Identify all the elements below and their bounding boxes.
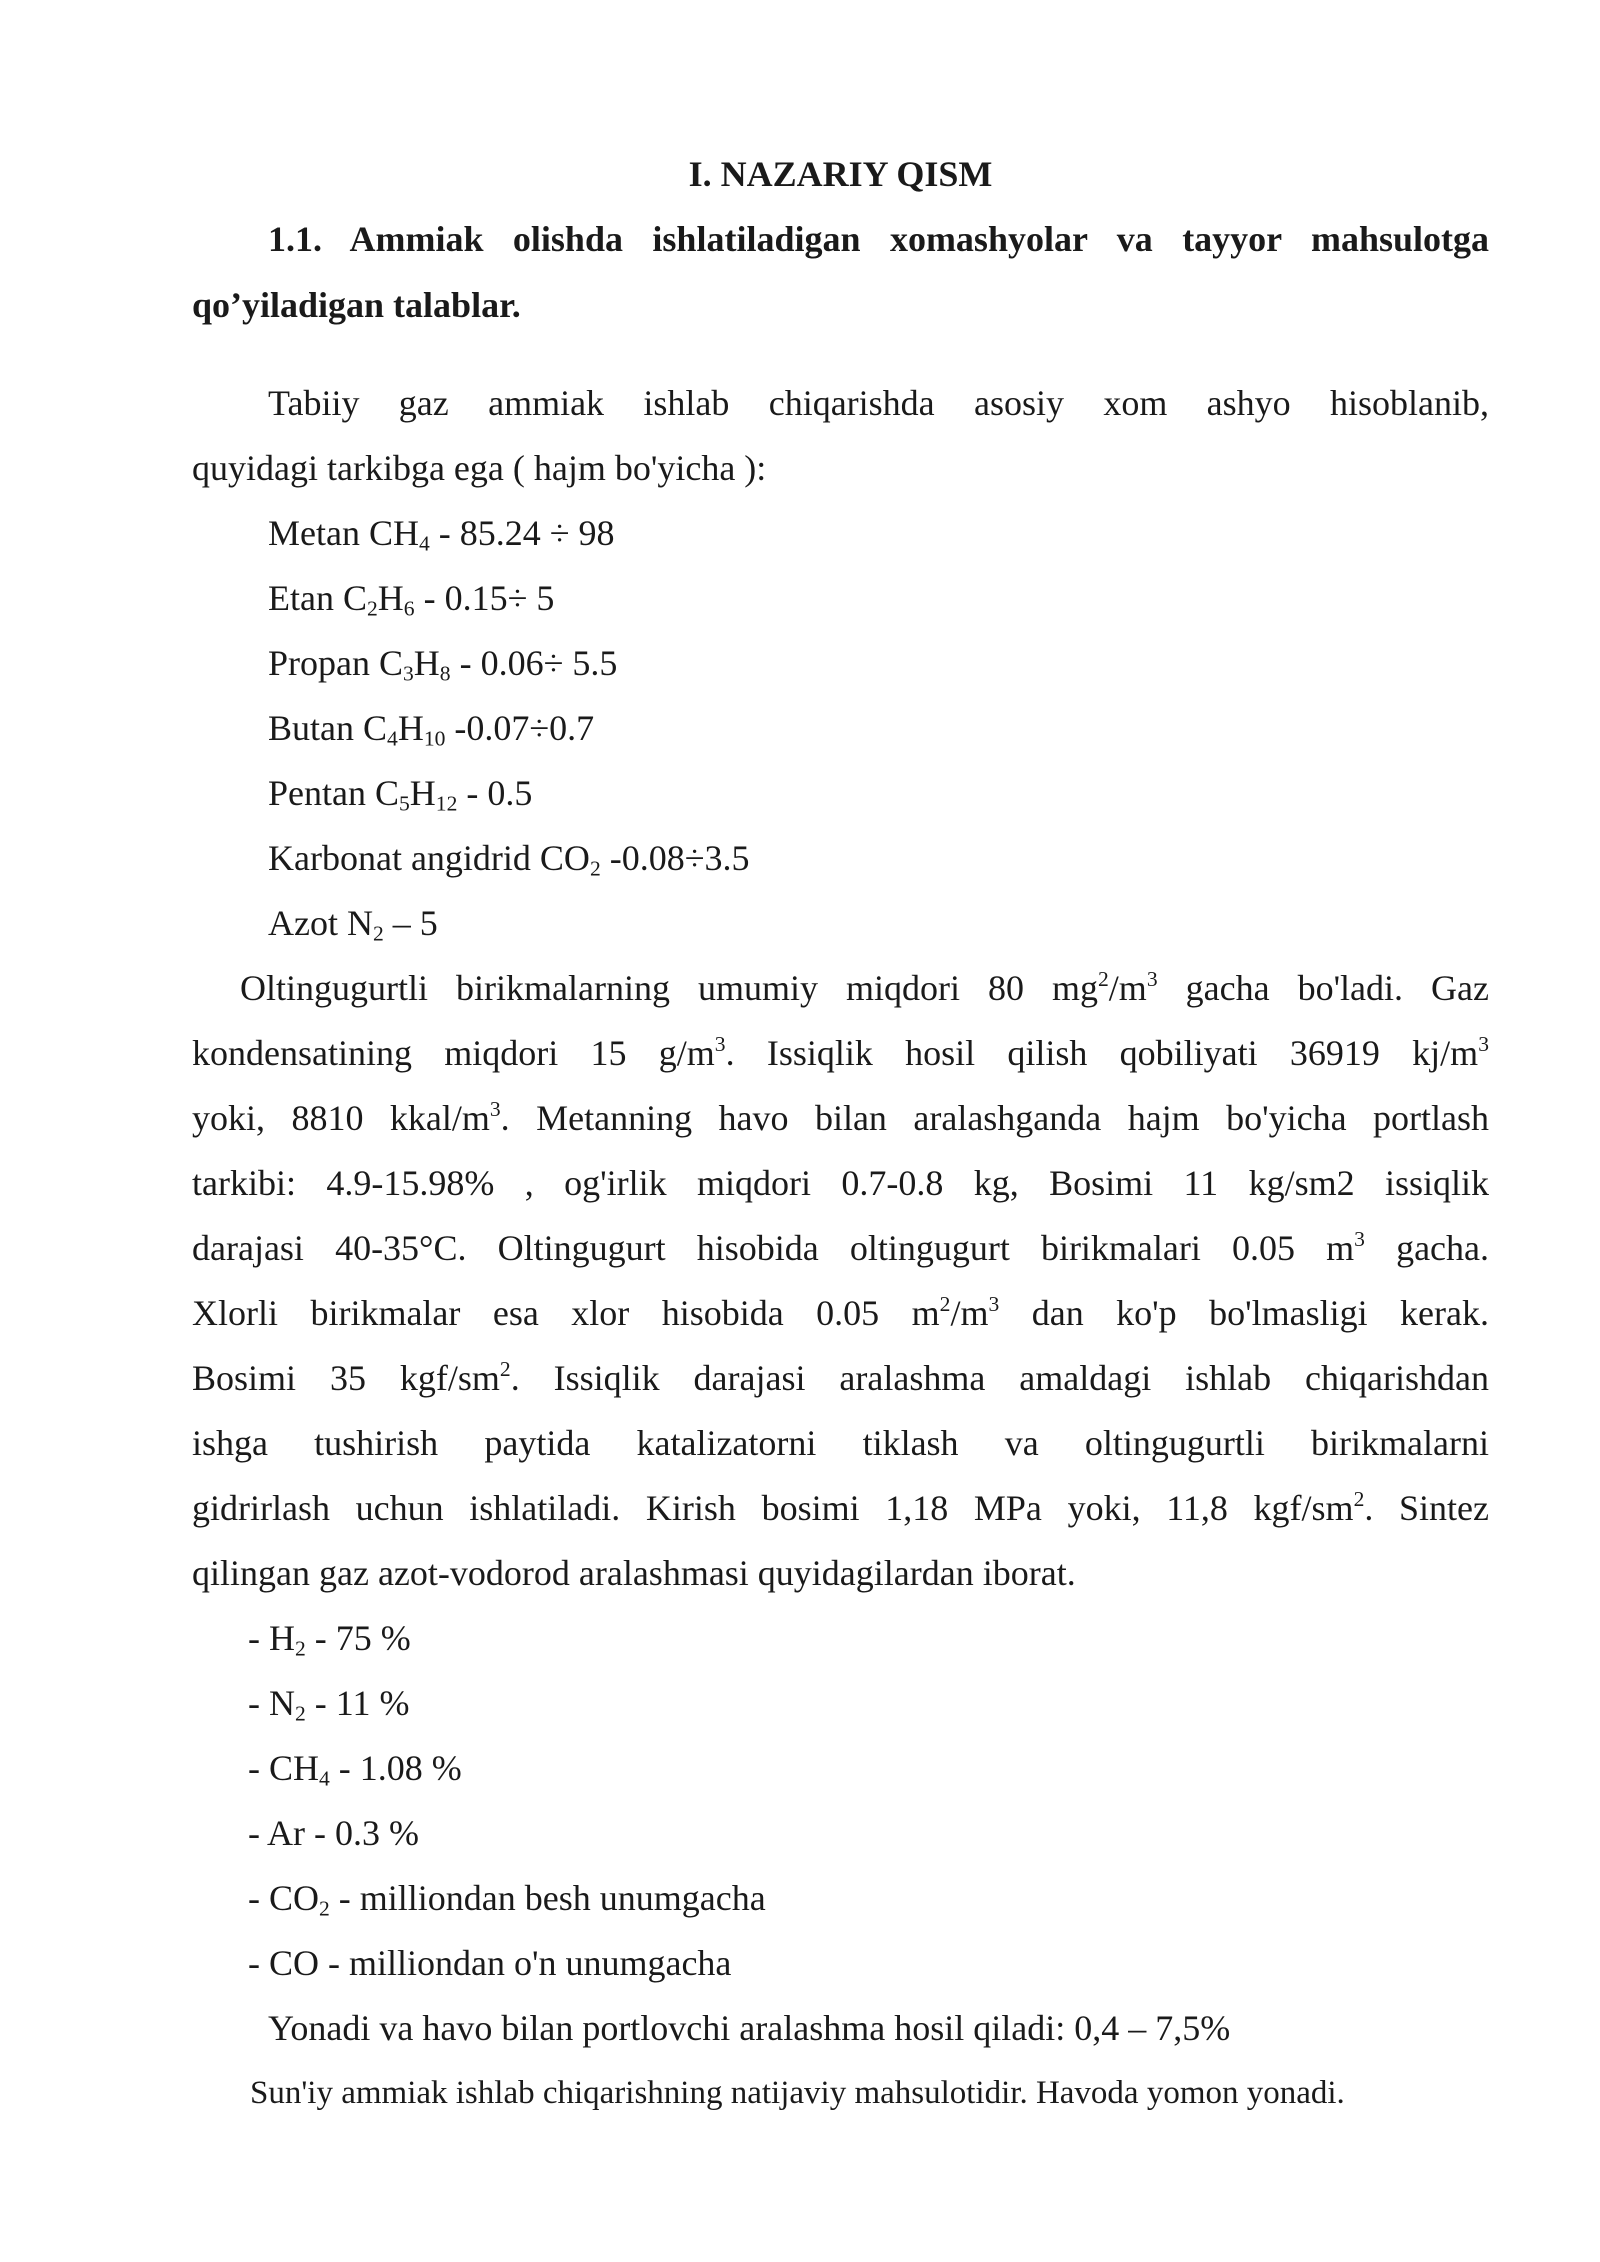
mixture-item-n2: - $N_2 - 11$ % (248, 1683, 410, 1726)
component-etan: Etan $C_2H_6 - 0.15\div 5$ (268, 578, 555, 621)
mixture-item-ar: - Ar - 0.3 % (248, 1813, 419, 1853)
component-karbonat-angidrid: Karbonat angidrid $CO_2$ -0.08÷3.5 (268, 838, 750, 881)
mixture-item-co: - CO - milliondan o'n unumgacha (248, 1943, 732, 1983)
component-butan: Butan $C_4H_{10}$ -0.07÷0.7 (268, 708, 595, 751)
subsection-title-line2: qo’yiladigan talablar. (192, 285, 521, 325)
subsection-title-line1: 1.1. Ammiak olishda ishlatiladigan xomashyolar va tayyor mahsulotga (268, 219, 1489, 259)
paragraph-line8: ishga tushirish paytida katalizatorni tiklash va oltingugurtli birikmalarni (192, 1423, 1489, 1463)
paragraph-line6: Xlorli birikmalar esa xlor hisobida 0.05 $m^2/m^3$ dan ko'p bo'lmasligi kerak. (192, 1291, 1489, 1333)
component-metan: Metan $CH_4 - 85.24 \div 98$ (268, 513, 615, 556)
mixture-item-ch4: - $CH_4 - 1.08$ % (248, 1748, 462, 1791)
paragraph-line3: yoki, 8810 kkal/$m^3$. Metanning havo bilan aralashganda hajm bo'yicha portlash (192, 1096, 1489, 1138)
intro-line2: quyidagi tarkibga ega ( hajm bo'yicha ): (192, 448, 767, 488)
paragraph-line4: tarkibi: 4.9-15.98% , og'irlik miqdori 0.7-0.8 kg, Bosimi 11 kg/sm2 issiqlik (192, 1163, 1489, 1203)
mixture-item-co2: - $CO_2$ - milliondan besh unumgacha (248, 1878, 766, 1921)
section-title: I. NAZARIY QISM (688, 154, 993, 194)
component-propan: Propan $C_3H_8 - 0.06\div 5.5$ (268, 643, 618, 686)
component-azot: Azot $N_2 - 5$ (268, 903, 438, 946)
paragraph-line7: Bosimi 35 kgf/$sm^2$. Issiqlik darajasi aralashma amaldagi ishlab chiqarishdan (192, 1356, 1489, 1398)
mixture-item-h2: - $H_2 - 75$ % (248, 1618, 411, 1661)
intro-line1: Tabiiy gaz ammiak ishlab chiqarishda asosiy xom ashyo hisoblanib, (268, 383, 1489, 423)
paragraph-line5: darajasi 40-35°C. Oltingugurt hisobida oltingugurt birikmalari 0.05 $m^3$ gacha. (192, 1226, 1489, 1268)
paragraph-line2: kondensatining miqdori 15 $g/m^3$. Issiqlik hosil qilish qobiliyati 36919 $kj/m^3$ (192, 1031, 1489, 1073)
closing-line2: Sun'iy ammiak ishlab chiqarishning natijaviy mahsulotidir. Havoda yomon yonadi. (250, 2075, 1345, 2111)
component-pentan: Pentan $C_5H_{12} - 0.5$ (268, 773, 533, 816)
paragraph-line1: Oltingugurtli birikmalarning umumiy miqdori 80 $mg^2/m^3$ gacha bo'ladi. Gaz (240, 966, 1489, 1008)
closing-line1: Yonadi va havo bilan portlovchi aralashma hosil qiladi: 0,4 – 7,5% (268, 2008, 1231, 2048)
paragraph-line9: gidrirlash uchun ishlatiladi. Kirish bosimi 1,18 MPa yoki, 11,8 kgf/$sm^2$. Sintez (192, 1486, 1490, 1528)
paragraph-line10: qilingan gaz azot-vodorod aralashmasi quyidagilardan iborat. (192, 1553, 1076, 1593)
